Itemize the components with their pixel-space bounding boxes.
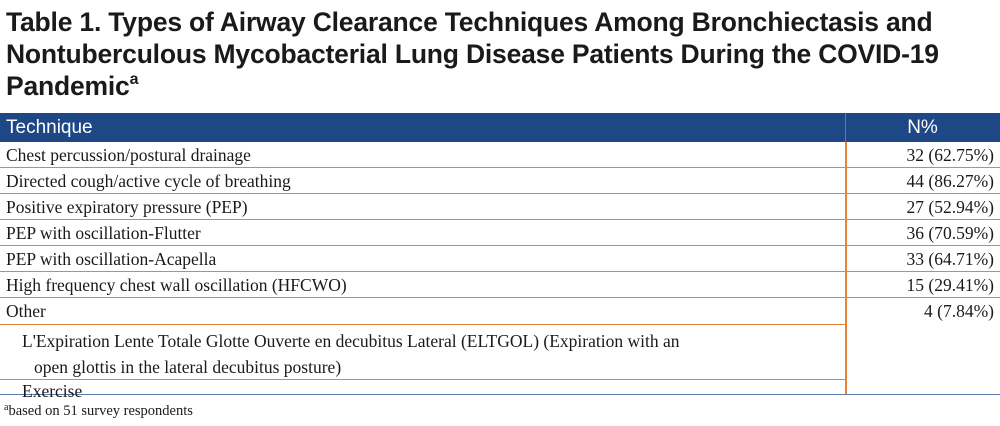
value-cell: 27 (52.94%) bbox=[906, 197, 994, 217]
sub-item-eltgol bbox=[22, 328, 837, 380]
table-row bbox=[0, 246, 1000, 272]
technique-cell: PEP with oscillation-Flutter bbox=[6, 223, 201, 243]
sub-item-eltgol-line1: L'Expiration Lente Totale Glotte Ouverte en decubitus Lateral (ELTGOL) (Expiration with an bbox=[22, 331, 680, 351]
value-cell: 44 (86.27%) bbox=[906, 171, 994, 191]
technique-cell: Chest percussion/postural drainage bbox=[6, 145, 251, 165]
header-n-percent: N% bbox=[907, 117, 938, 138]
value-cell: 36 (70.59%) bbox=[906, 223, 994, 243]
data-table bbox=[0, 113, 1000, 401]
technique-cell: Positive expiratory pressure (PEP) bbox=[6, 197, 248, 217]
header-technique: Technique bbox=[6, 117, 93, 138]
value-cell: 4 (7.84%) bbox=[924, 301, 994, 321]
table-row bbox=[0, 272, 1000, 298]
footnote-text: based on 51 survey respondents bbox=[8, 403, 193, 419]
sub-item-eltgol-line2: open glottis in the lateral decubitus posture) bbox=[34, 357, 342, 377]
value-cell: 15 (29.41%) bbox=[906, 275, 994, 295]
technique-cell: PEP with oscillation-Acapella bbox=[6, 249, 217, 269]
table-row bbox=[0, 194, 1000, 220]
table-title bbox=[6, 6, 996, 102]
sub-row-rule bbox=[0, 379, 846, 380]
title-footnote-marker: a bbox=[129, 71, 139, 88]
sub-item-exercise: Exercise bbox=[22, 381, 83, 401]
footnote bbox=[4, 403, 193, 420]
table-row-other bbox=[0, 298, 1000, 401]
value-cell: 32 (62.75%) bbox=[906, 145, 994, 165]
table-row bbox=[0, 142, 1000, 168]
table-title-text: Table 1. Types of Airway Clearance Techniques Among Bronchiectasis and Nontuberculous Mycobacterial Lung Disease Patients During the COVID-19 Pandemic bbox=[6, 7, 939, 101]
technique-cell: Other bbox=[6, 301, 46, 321]
table-header-row bbox=[0, 113, 1000, 142]
value-cell: 33 (64.71%) bbox=[906, 249, 994, 269]
table-row bbox=[0, 168, 1000, 194]
technique-cell: High frequency chest wall oscillation (HFCWO) bbox=[6, 275, 347, 295]
sub-row-rule bbox=[0, 324, 846, 325]
table-row bbox=[0, 220, 1000, 246]
technique-cell: Directed cough/active cycle of breathing bbox=[6, 171, 291, 191]
footnote-marker: a bbox=[4, 402, 9, 413]
